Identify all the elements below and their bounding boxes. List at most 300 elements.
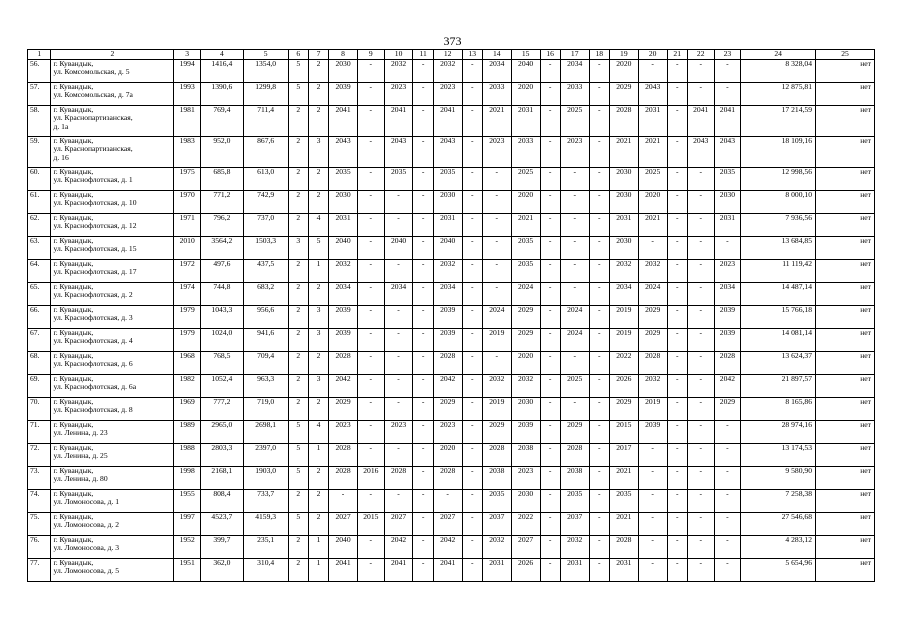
table-cell: 808,4 (201, 490, 244, 513)
table-cell: 2039 (433, 306, 462, 329)
table-cell: нет (816, 398, 875, 421)
table-cell: 1982 (174, 375, 201, 398)
table-cell: 1979 (174, 329, 201, 352)
page-number: 373 (443, 34, 462, 48)
table-cell: - (413, 559, 433, 582)
address-cell: г. Кувандык, ул. Краснопартизанская, д. 16 (51, 137, 174, 168)
table-cell: - (667, 260, 687, 283)
table-cell: - (687, 398, 714, 421)
table-cell: 2021 (638, 214, 667, 237)
address-cell: г. Кувандык, ул. Комсомольская, д. 5 (51, 60, 174, 83)
row-number-cell: 57. (28, 83, 51, 106)
table-cell: нет (816, 191, 875, 214)
table-cell: 1 (308, 536, 328, 559)
table-cell: 1971 (174, 214, 201, 237)
column-header: 12 (433, 50, 462, 60)
table-cell: 2043 (329, 137, 358, 168)
table-cell: 3 (308, 306, 328, 329)
table-cell: - (462, 329, 482, 352)
table-cell: - (540, 375, 560, 398)
table-cell: 2028 (329, 467, 358, 490)
column-header: 11 (413, 50, 433, 60)
table-cell: - (687, 260, 714, 283)
table-cell: 2035 (482, 490, 511, 513)
address-cell: г. Кувандык, ул. Краснопартизанская, д. 1а (51, 106, 174, 137)
table-cell: 1974 (174, 283, 201, 306)
table-cell: - (638, 444, 667, 467)
table-cell: 2028 (638, 352, 667, 375)
table-cell: 1903,0 (243, 467, 288, 490)
row-number-cell: 68. (28, 352, 51, 375)
table-cell: 13 174,53 (741, 444, 816, 467)
table-row (28, 306, 875, 329)
table-cell: 2041 (384, 106, 413, 137)
table-cell: 737,0 (243, 214, 288, 237)
table-cell: 1955 (174, 490, 201, 513)
table-cell: - (667, 352, 687, 375)
table-cell: - (540, 237, 560, 260)
table-cell: 742,9 (243, 191, 288, 214)
column-header: 13 (462, 50, 482, 60)
table-cell: - (714, 559, 741, 582)
table-cell: 1 (308, 559, 328, 582)
table-cell: 2029 (638, 329, 667, 352)
address-cell: г. Кувандык, ул. Краснофлотская, д. 1 (51, 168, 174, 191)
table-cell: 13 684,85 (741, 237, 816, 260)
table-cell: - (540, 83, 560, 106)
table-cell: - (540, 168, 560, 191)
table-cell: 2020 (511, 191, 540, 214)
table-cell: - (667, 83, 687, 106)
table-cell: - (560, 260, 589, 283)
table-cell: 2024 (511, 283, 540, 306)
table-cell: нет (816, 513, 875, 536)
address-cell: г. Кувандык, ул. Ленина, д. 25 (51, 444, 174, 467)
table-row (28, 513, 875, 536)
table-cell: - (384, 398, 413, 421)
table-row (28, 137, 875, 168)
table-cell: - (482, 352, 511, 375)
table-cell: 1299,8 (243, 83, 288, 106)
column-header: 6 (288, 50, 308, 60)
table-cell: - (687, 467, 714, 490)
table-cell: - (384, 444, 413, 467)
table-cell: - (560, 398, 589, 421)
table-cell: - (589, 375, 609, 398)
table-cell: - (687, 513, 714, 536)
table-cell: 2034 (329, 283, 358, 306)
table-cell: 2024 (560, 329, 589, 352)
table-cell: - (413, 513, 433, 536)
table-cell: 2021 (609, 467, 638, 490)
table-cell: 21 897,57 (741, 375, 816, 398)
table-cell: - (462, 191, 482, 214)
table-cell: 5 (288, 421, 308, 444)
table-cell: - (462, 283, 482, 306)
table-cell: - (540, 60, 560, 83)
table-cell: 744,8 (201, 283, 244, 306)
address-cell: г. Кувандык, ул. Краснофлотская, д. 10 (51, 191, 174, 214)
table-cell: 2038 (511, 444, 540, 467)
table-cell: 2019 (609, 329, 638, 352)
table-cell: 2031 (560, 559, 589, 582)
table-cell: 2 (288, 283, 308, 306)
table-cell: 2023 (384, 421, 413, 444)
table-cell: 1503,3 (243, 237, 288, 260)
table-cell: 2021 (638, 137, 667, 168)
table-cell: 9 580,90 (741, 467, 816, 490)
table-cell: - (357, 444, 384, 467)
table-cell: 777,2 (201, 398, 244, 421)
address-cell: г. Кувандык, ул. Ленина, д. 23 (51, 421, 174, 444)
table-cell: - (560, 283, 589, 306)
table-cell: - (357, 421, 384, 444)
table-cell: - (540, 444, 560, 467)
table-cell: 1 (308, 444, 328, 467)
table-cell: - (462, 559, 482, 582)
table-cell: - (638, 536, 667, 559)
table-cell: - (687, 559, 714, 582)
table-cell: - (667, 398, 687, 421)
table-cell: 2 (288, 490, 308, 513)
table-cell: - (357, 306, 384, 329)
table-cell: - (589, 444, 609, 467)
table-cell: 2028 (433, 352, 462, 375)
table-cell: - (714, 490, 741, 513)
table-cell: 3 (288, 237, 308, 260)
row-number-cell: 62. (28, 214, 51, 237)
table-cell: - (413, 214, 433, 237)
table-cell: 15 766,18 (741, 306, 816, 329)
table-cell: 768,5 (201, 352, 244, 375)
table-cell: 2020 (609, 60, 638, 83)
table-cell: - (714, 237, 741, 260)
table-cell: 2033 (482, 83, 511, 106)
table-cell: 796,2 (201, 214, 244, 237)
table-cell: - (589, 513, 609, 536)
table-cell: - (540, 260, 560, 283)
table-cell: 12 875,81 (741, 83, 816, 106)
table-cell: - (589, 352, 609, 375)
table-cell: 2033 (560, 83, 589, 106)
table-cell: - (384, 352, 413, 375)
table-cell: 2041 (433, 559, 462, 582)
table-cell: - (482, 214, 511, 237)
table-cell: 2028 (560, 444, 589, 467)
table-cell: 2 (308, 352, 328, 375)
table-cell: - (714, 83, 741, 106)
table-cell: - (667, 536, 687, 559)
row-number-cell: 63. (28, 237, 51, 260)
table-cell: - (413, 306, 433, 329)
column-header: 5 (243, 50, 288, 60)
table-cell: 2 (308, 191, 328, 214)
table-cell: - (413, 398, 433, 421)
table-cell: 2035 (511, 237, 540, 260)
table-cell: 2030 (609, 168, 638, 191)
row-number-cell: 58. (28, 106, 51, 137)
table-cell: - (638, 467, 667, 490)
table-cell: 709,4 (243, 352, 288, 375)
table-row (28, 444, 875, 467)
table-cell: 2029 (560, 421, 589, 444)
table-cell: - (667, 421, 687, 444)
table-cell: - (462, 536, 482, 559)
table-cell: нет (816, 306, 875, 329)
table-cell: - (589, 60, 609, 83)
table-cell: 2019 (482, 329, 511, 352)
table-cell: - (462, 513, 482, 536)
table-cell: 5 (288, 444, 308, 467)
table-cell: 2032 (638, 260, 667, 283)
table-cell: - (540, 398, 560, 421)
table-cell: 2043 (433, 137, 462, 168)
table-cell: - (667, 191, 687, 214)
table-cell: - (540, 559, 560, 582)
table-cell: 2030 (511, 398, 540, 421)
table-cell: - (667, 329, 687, 352)
table-cell: 1983 (174, 137, 201, 168)
table-cell: 18 109,16 (741, 137, 816, 168)
table-cell: 2 (308, 398, 328, 421)
table-cell: 2028 (329, 352, 358, 375)
table-cell: - (667, 444, 687, 467)
table-cell: 2023 (433, 83, 462, 106)
table-cell: нет (816, 168, 875, 191)
table-row (28, 559, 875, 582)
table-cell: 17 214,59 (741, 106, 816, 137)
table-cell: - (560, 214, 589, 237)
table-cell: 1993 (174, 83, 201, 106)
table-cell: - (589, 398, 609, 421)
column-header: 19 (609, 50, 638, 60)
table-cell: 2041 (433, 106, 462, 137)
table-cell: - (357, 83, 384, 106)
table-cell: 2015 (357, 513, 384, 536)
table-cell: 2040 (384, 237, 413, 260)
table-cell: - (462, 214, 482, 237)
table-cell: - (560, 168, 589, 191)
table-cell: 2020 (511, 352, 540, 375)
table-cell: 2032 (560, 536, 589, 559)
table-cell: - (462, 168, 482, 191)
address-cell: г. Кувандык, ул. Комсомольская, д. 7а (51, 83, 174, 106)
table-cell: 2 (288, 559, 308, 582)
table-cell: 1390,6 (201, 83, 244, 106)
table-cell: 2803,3 (201, 444, 244, 467)
address-cell: г. Кувандык, ул. Краснофлотская, д. 8 (51, 398, 174, 421)
table-cell: 2025 (511, 168, 540, 191)
table-cell: 2033 (511, 137, 540, 168)
table-cell: 2032 (384, 60, 413, 83)
table-cell: - (384, 306, 413, 329)
table-row (28, 168, 875, 191)
table-cell: - (687, 60, 714, 83)
table-cell: - (357, 283, 384, 306)
row-number-cell: 67. (28, 329, 51, 352)
table-cell: 2030 (609, 237, 638, 260)
table-cell: 2024 (482, 306, 511, 329)
table-cell: 1970 (174, 191, 201, 214)
row-number-cell: 75. (28, 513, 51, 536)
table-cell: 7 936,56 (741, 214, 816, 237)
table-cell: 1043,3 (201, 306, 244, 329)
table-cell: нет (816, 214, 875, 237)
table-cell: - (667, 214, 687, 237)
table-cell: 2038 (482, 467, 511, 490)
table-cell: 2031 (638, 106, 667, 137)
row-number-cell: 70. (28, 398, 51, 421)
row-number-cell: 76. (28, 536, 51, 559)
table-cell: - (413, 168, 433, 191)
table-cell: - (384, 214, 413, 237)
table-cell: 2028 (609, 106, 638, 137)
table-cell: - (357, 329, 384, 352)
table-cell: - (413, 283, 433, 306)
table-cell: - (357, 168, 384, 191)
table-cell: 711,4 (243, 106, 288, 137)
table-cell: 952,0 (201, 137, 244, 168)
table-cell: 2040 (511, 60, 540, 83)
table-cell: 1979 (174, 306, 201, 329)
table-cell: 2021 (609, 137, 638, 168)
table-cell: - (540, 352, 560, 375)
column-header: 16 (540, 50, 560, 60)
table-cell: 2031 (482, 559, 511, 582)
table-cell: - (357, 237, 384, 260)
table-cell: 2 (288, 260, 308, 283)
table-cell: 2020 (433, 444, 462, 467)
table-cell: - (357, 214, 384, 237)
table-cell: 2032 (609, 260, 638, 283)
table-cell: 956,6 (243, 306, 288, 329)
table-cell: 2041 (687, 106, 714, 137)
table-cell: 2034 (482, 60, 511, 83)
table-cell: 14 081,14 (741, 329, 816, 352)
table-cell: 613,0 (243, 168, 288, 191)
table-cell: 2025 (560, 375, 589, 398)
table-cell: 2026 (609, 375, 638, 398)
table-cell: 2032 (433, 60, 462, 83)
table-cell: 2029 (329, 398, 358, 421)
table-cell: - (667, 237, 687, 260)
table-cell: 2023 (384, 83, 413, 106)
column-header: 17 (560, 50, 589, 60)
table-cell: 2037 (482, 513, 511, 536)
table-row (28, 260, 875, 283)
table-cell: 2029 (638, 306, 667, 329)
table-cell: 719,0 (243, 398, 288, 421)
table-cell: 2028 (433, 467, 462, 490)
table-cell: 2039 (638, 421, 667, 444)
table-cell: 2029 (433, 398, 462, 421)
table-cell: - (687, 536, 714, 559)
row-number-cell: 73. (28, 467, 51, 490)
table-cell: - (413, 137, 433, 168)
table-cell: - (667, 168, 687, 191)
table-cell: 4 (308, 421, 328, 444)
table-cell: - (462, 467, 482, 490)
table-cell: - (540, 214, 560, 237)
table-cell: 4523,7 (201, 513, 244, 536)
table-cell: - (413, 191, 433, 214)
table-cell: 2042 (433, 375, 462, 398)
table-cell: 437,5 (243, 260, 288, 283)
table-cell: - (357, 191, 384, 214)
column-header: 9 (357, 50, 384, 60)
table-cell: - (433, 490, 462, 513)
table-cell: - (357, 60, 384, 83)
table-cell: 2031 (433, 214, 462, 237)
table-cell: 5 (288, 513, 308, 536)
table-cell: 2030 (714, 191, 741, 214)
table-cell: - (667, 559, 687, 582)
table-cell: 13 624,37 (741, 352, 816, 375)
row-number-cell: 72. (28, 444, 51, 467)
address-cell: г. Кувандык, ул. Краснофлотская, д. 6а (51, 375, 174, 398)
row-number-cell: 69. (28, 375, 51, 398)
table-cell: 2041 (329, 106, 358, 137)
table-cell: - (667, 490, 687, 513)
table-cell: - (589, 467, 609, 490)
table-cell: 1969 (174, 398, 201, 421)
row-number-cell: 61. (28, 191, 51, 214)
table-cell: 2028 (609, 536, 638, 559)
table-cell: 235,1 (243, 536, 288, 559)
table-cell: 2029 (609, 83, 638, 106)
table-cell: 2021 (511, 214, 540, 237)
table-cell: - (589, 306, 609, 329)
table-cell: 2025 (560, 106, 589, 137)
column-header: 7 (308, 50, 328, 60)
table-cell: - (589, 237, 609, 260)
table-cell: 2 (308, 83, 328, 106)
table-cell: 399,7 (201, 536, 244, 559)
table-cell: 2042 (329, 375, 358, 398)
table-cell: - (413, 106, 433, 137)
table-cell: 3 (308, 137, 328, 168)
table-cell: 497,6 (201, 260, 244, 283)
table-cell: - (687, 375, 714, 398)
table-cell: - (687, 191, 714, 214)
table-cell: 11 119,42 (741, 260, 816, 283)
table-cell: - (667, 513, 687, 536)
table-cell: 2027 (384, 513, 413, 536)
table-cell: - (560, 191, 589, 214)
table-cell: - (687, 168, 714, 191)
table-cell: - (482, 283, 511, 306)
table-cell: - (589, 191, 609, 214)
table-cell: 2039 (433, 329, 462, 352)
table-cell: 2039 (714, 306, 741, 329)
table-cell: 2040 (329, 536, 358, 559)
row-number-cell: 64. (28, 260, 51, 283)
table-cell: 2 (308, 106, 328, 137)
table-cell: - (482, 237, 511, 260)
table-cell: 2028 (384, 467, 413, 490)
table-cell: - (638, 60, 667, 83)
table-cell: 2030 (609, 191, 638, 214)
table-cell: - (667, 60, 687, 83)
table-cell: нет (816, 329, 875, 352)
table-cell: - (714, 444, 741, 467)
table-cell: 963,3 (243, 375, 288, 398)
table-cell: - (462, 60, 482, 83)
column-header: 22 (687, 50, 714, 60)
table-cell: 2023 (482, 137, 511, 168)
table-cell: 2032 (482, 375, 511, 398)
table-cell: 3 (308, 329, 328, 352)
